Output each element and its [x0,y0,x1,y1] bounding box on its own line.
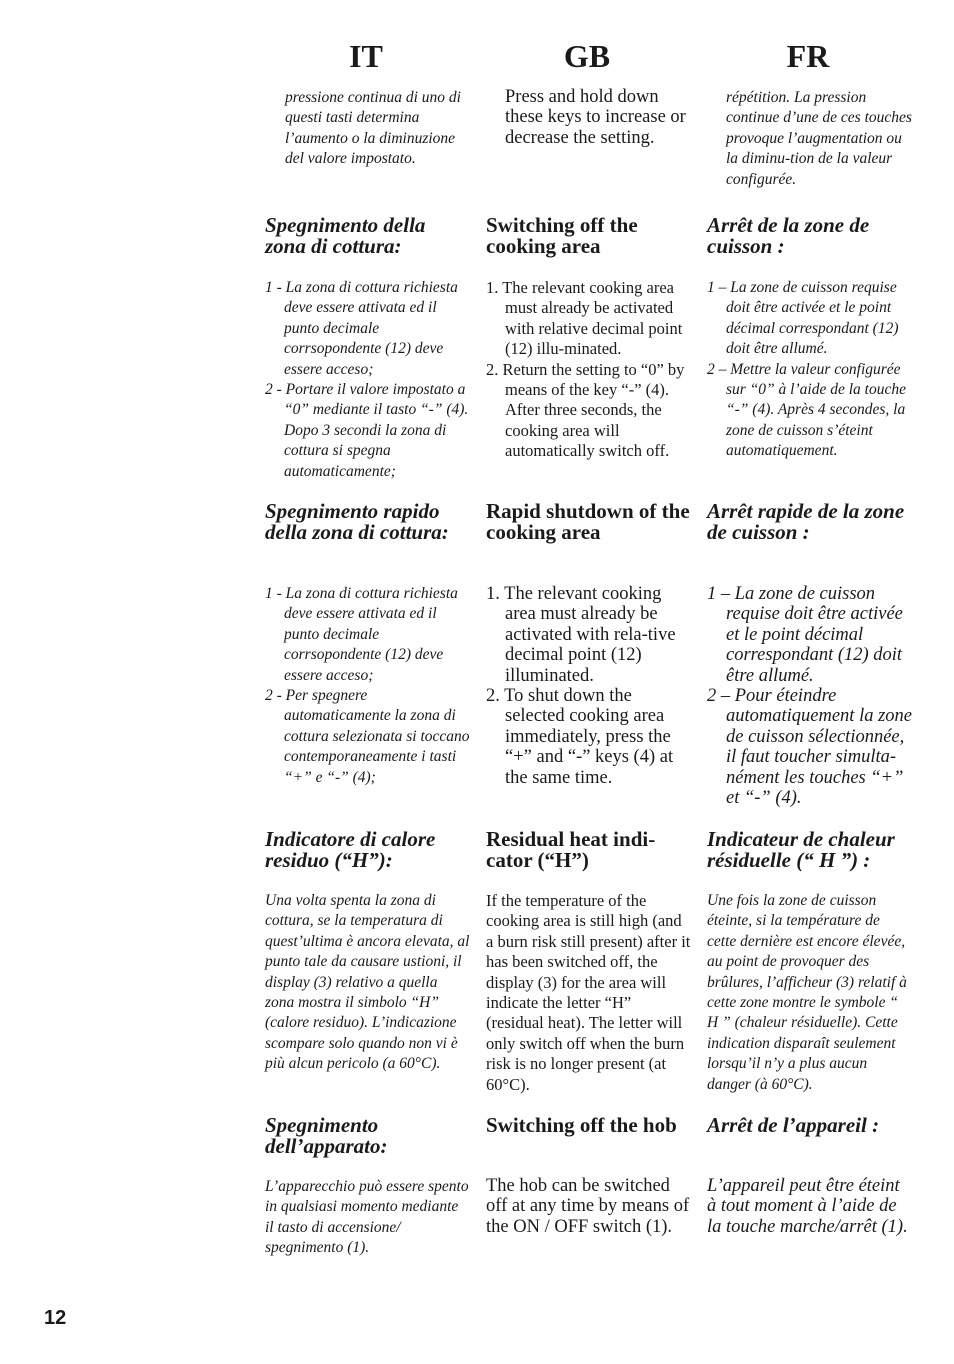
section-title-residual-heat-gb: Residual heat indi-cator (“H”) [486,827,656,872]
intro-gb: Press and hold down these keys to increase or decrease the setting. [505,87,686,148]
section-title-residual-heat-fr: Indicateur de chaleur résiduelle (“ H ”) : [707,827,895,872]
list-item: 1. The relevant cooking area must already be activated with relative decimal point (12) illu-minated. [486,278,683,359]
column-heading-fr: FR [786,38,830,74]
section-title-switch-off-zone-gb: Switching off the cooking area [486,213,638,258]
section-title-switch-off-zone-fr: Arrêt de la zone de cuisson : [707,213,870,258]
list-item: 1. The relevant cooking area must already be activated with rela-tive decimal point (12) illuminated. [486,584,676,686]
section-title-rapid-shutdown-gb: Rapid shutdown of the cooking area [486,499,690,544]
steps-switch-off-zone-gb [486,278,691,462]
section-title-switch-off-hob-fr: Arrêt de l’appareil : [707,1113,880,1137]
text-switch-off-hob-it: L’apparecchio può essere spento in qualsiasi momento mediante il tasto di accensione/ spegnimento (1). [265,1178,469,1257]
list-item: 2. Return the setting to “0” by means of the key “-” (4). After three seconds, the cooking area will automatically switch off. [486,359,685,461]
steps-switch-off-zone-fr [707,278,912,462]
page-number: 12 [44,1307,67,1329]
list-item: 2 - Portare il valore impostato a “0” mediante il tasto “-” (4). Dopo 3 secondi la zona di cottura si spegna automaticamente; [265,381,469,480]
list-item: 1 - La zona di cottura richiesta deve essere attivata ed il punto decimale corrsopondente (12) deve essere acceso; [265,279,458,378]
list-item: 2 - Per spegnere automaticamente la zona di cottura selezionata si toccano contemporaneamente i tasti “+” e “-” (4); [265,687,470,786]
text-residual-heat-fr: Une fois la zone de cuisson éteinte, si la température de cette dernière est encore élevée, au point de provoquer des brûlures, l’afficheur (3) relatif à cette zone montre le symbole “ H ” (chaleur résiduelle). Cette indication disparaît seulement lorsqu’il n’y a plus aucun danger (à 60°C). [707,892,907,1093]
steps-rapid-shutdown-fr [707,584,912,808]
steps-rapid-shutdown-it [265,584,470,788]
column-heading-gb: GB [563,38,611,74]
section-title-rapid-shutdown-it: Spegnimento rapido della zona di cottura: [265,499,449,544]
text-switch-off-hob-gb: The hob can be switched off at any time by means of the ON / OFF switch (1). [486,1176,690,1237]
list-item: 1 - La zona di cottura richiesta deve essere attivata ed il punto decimale corrsopondente (12) deve essere acceso; [265,585,458,684]
text-switch-off-hob-fr: L’appareil peut être éteint à tout moment à l’aide de la touche marche/arrêt (1). [707,1176,908,1237]
list-item: 1 – La zone de cuisson requise doit être activée et le point décimal correspondant (12) doit être allumé. [707,279,899,358]
section-title-switch-off-hob-it: Spegnimento dell’apparato: [265,1113,388,1158]
intro-it: pressione continua di uno di questi tasti determina l’aumento o la diminuzione del valore impostato. [285,89,461,168]
intro-fr: répétition. La pression continue d’une de ces touches provoque l’augmentation ou la diminu-tion de la valeur configurée. [726,89,912,188]
steps-switch-off-zone-it [265,278,470,482]
text-residual-heat-gb: If the temperature of the cooking area is still high (and a burn risk still present) after it has been switched off, the display (3) for the area will indicate the letter “H” (residual heat). The letter will only switch off when the burn risk is no longer present (at 60°C). [486,891,691,1094]
column-heading-it: IT [349,38,383,74]
section-title-rapid-shutdown-fr: Arrêt rapide de la zone de cuisson : [707,499,905,544]
list-item: 1 – La zone de cuisson requise doit être activée et le point décimal correspondant (12) doit être allumé. [707,584,903,686]
section-title-switch-off-zone-it: Spegnimento della zona di cottura: [265,213,426,258]
text-residual-heat-it: Una volta spenta la zona di cottura, se la temperatura di quest’ultima è ancora elevata, al punto tale da causare ustioni, il display (3) relativo a quella zona mostra il simbolo “H” (calore residuo). L’indicazione scompare solo quando non vi è più alcun pericolo (a 60°C). [265,892,470,1073]
section-title-switch-off-hob-gb: Switching off the hob [486,1113,677,1137]
list-item: 2 – Mettre la valeur configurée sur “0” à l’aide de la touche “-” (4). Après 4 secondes, la zone de cuisson s’éteint automatiquement. [707,360,906,460]
steps-rapid-shutdown-gb [486,584,691,788]
list-item: 2 – Pour éteindre automatiquement la zone de cuisson sélectionnée, il faut toucher simulta-nément les touches “+” et “-” (4). [707,686,913,809]
list-item: 2. To shut down the selected cooking area immediately, press the “+” and “-” keys (4) at the same time. [486,686,674,788]
section-title-residual-heat-it: Indicatore di calore residuo (“H”): [265,827,436,872]
